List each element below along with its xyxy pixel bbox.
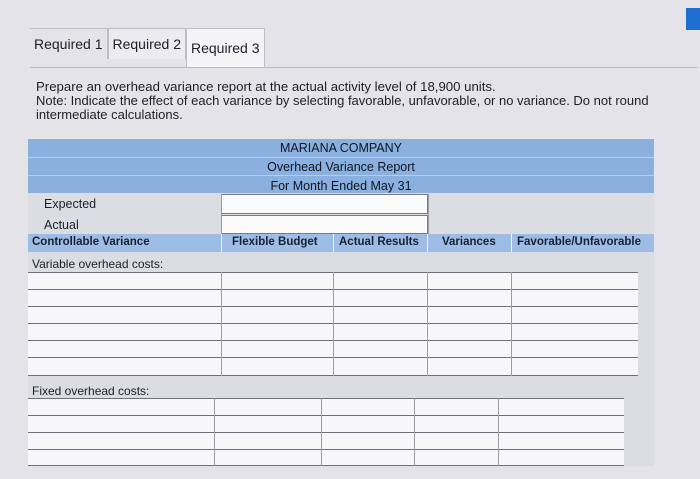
section-controllable-variance: Controllable Variance	[32, 236, 150, 248]
variable-cost-select-2[interactable]	[30, 290, 220, 305]
edge-button[interactable]	[686, 8, 700, 30]
tab-required-3[interactable]: Required 3	[186, 28, 265, 67]
instruction-text: Prepare an overhead variance report at the actual activity level of 18,900 units.	[36, 79, 496, 94]
fixed-cost-select-2[interactable]	[30, 416, 213, 431]
variable-cost-select-4[interactable]	[30, 324, 220, 339]
variable-cost-select-5[interactable]	[30, 341, 220, 356]
fixed-cost-select-4[interactable]	[30, 450, 213, 464]
fixed-cost-select-1[interactable]	[30, 399, 213, 414]
report-period: For Month Ended May 31	[270, 179, 412, 193]
tab-bar	[30, 28, 698, 66]
actual-volume-input[interactable]	[221, 215, 428, 234]
variable-cost-select-1[interactable]	[30, 273, 220, 288]
col-flexible-budget: Flexible Budget	[232, 236, 318, 248]
expected-label: Expected	[44, 197, 97, 211]
variable-cost-select-3[interactable]	[30, 307, 220, 322]
tab-required-2[interactable]: Required 2	[108, 28, 187, 59]
company-name: MARIANA COMPANY	[279, 141, 402, 155]
fixed-cost-select-3[interactable]	[30, 433, 213, 448]
col-favorable-unfavorable: Favorable/Unfavorable	[517, 236, 641, 248]
instruction-note: Note: Indicate the effect of each variance by selecting favorable, unfavorable, or no variance. Do not round intermediate calculations.	[36, 93, 649, 122]
report-title: Overhead Variance Report	[267, 160, 415, 174]
tab-required-1[interactable]: Required 1	[30, 28, 108, 59]
expected-volume-input[interactable]	[221, 194, 428, 214]
col-actual-results: Actual Results	[339, 236, 419, 248]
variable-overhead-label: Variable overhead costs:	[32, 257, 164, 271]
instructions	[36, 80, 700, 122]
actual-label: Actual	[44, 218, 79, 232]
fixed-overhead-label: Fixed overhead costs:	[32, 384, 150, 398]
col-variances: Variances	[442, 236, 496, 248]
variance-report	[28, 139, 654, 466]
